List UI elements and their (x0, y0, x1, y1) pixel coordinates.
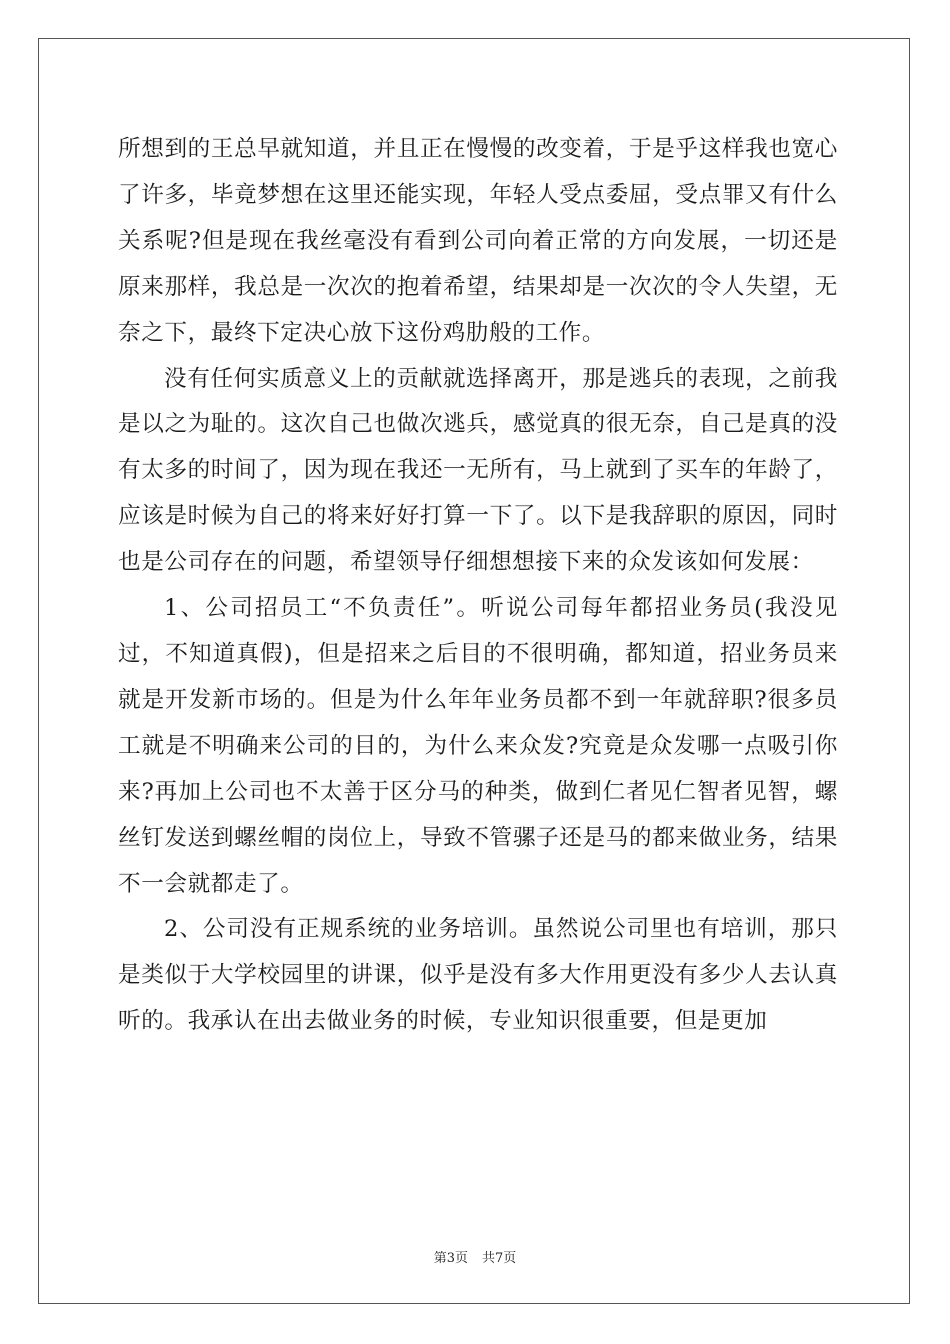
page-total: 共7页 (482, 1251, 517, 1266)
paragraph-1: 所想到的王总早就知道，并且正在慢慢的改变着，于是乎这样我也宽心了许多，毕竟梦想在这里还能实现，年轻人受点委屈，受点罪又有什么关系呢?但是现在我丝毫没有看到公司向着正常的方向发展，一切还是原来那样，我总是一次次的抱着希望，结果却是一次次的令人失望，无奈之下，最终下定决心放下这份鸡肋般的工作。 (118, 136, 838, 346)
page-footer (0, 1247, 950, 1266)
document-body (118, 127, 838, 1045)
paragraph-2: 没有任何实质意义上的贡献就选择离开，那是逃兵的表现，之前我是以之为耻的。这次自己也做次逃兵，感觉真的很无奈，自己是真的没有太多的时间了，因为现在我还一无所有，马上就到了买车的年龄了，应该是时候为自己的将来好好打算一下了。以下是我辞职的原因，同时也是公司存在的问题，希望领导仔细想想接下来的众发该如何发展： (118, 365, 838, 576)
paragraph-3: 1、公司招员工“不负责任”。听说公司每年都招业务员(我没见过，不知道真假)，但是招来之后目的不很明确，都知道，招业务员来就是开发新市场的。但是为什么年年业务员都不到一年就辞职?很多员工就是不明确来公司的目的，为什么来众发?究竟是众发哪一点吸引你来?再加上公司也不太善于区分马的种类，做到仁者见仁智者见智，螺丝钉发送到螺丝帽的岗位上，导致不管骡子还是马的都来做业务，结果不一会就都走了。 (118, 595, 838, 897)
page-number: 第3页 (433, 1251, 468, 1266)
paragraph-4: 2、公司没有正规系统的业务培训。虽然说公司里也有培训，那只是类似于大学校园里的讲课，似乎是没有多大作用更没有多少人去认真听的。我承认在出去做业务的时候，专业知识很重要，但是更加 (118, 916, 838, 1035)
